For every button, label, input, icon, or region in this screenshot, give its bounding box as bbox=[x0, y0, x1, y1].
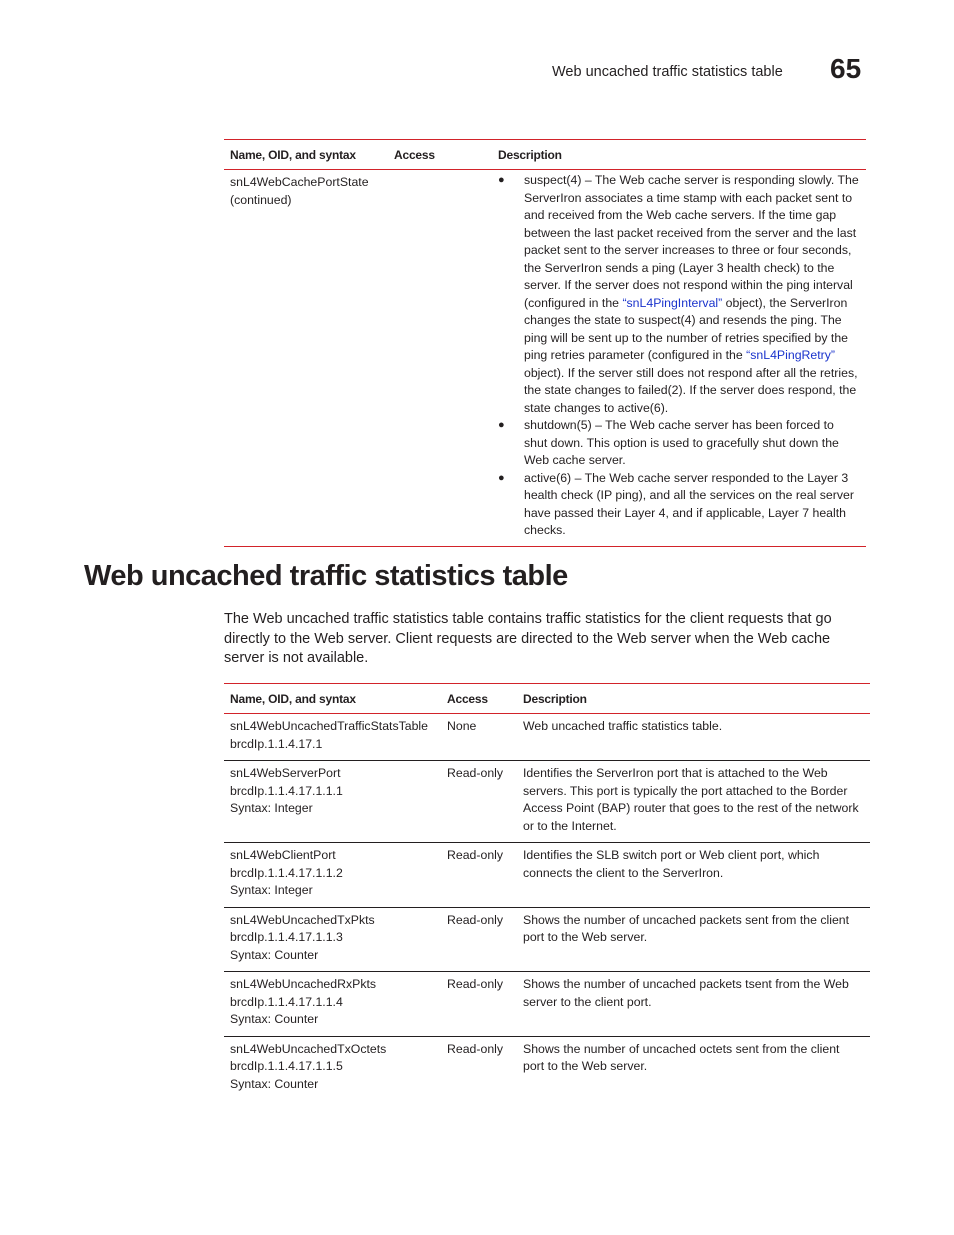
column-header-description: Description bbox=[492, 140, 866, 170]
object-name: snL4WebClientPort bbox=[230, 848, 336, 862]
object-syntax: Syntax: Integer bbox=[230, 801, 313, 815]
object-oid: brcdIp.1.1.4.17.1.1.4 bbox=[230, 994, 343, 1009]
ping-retry-link[interactable]: “snL4PingRetry” bbox=[746, 348, 836, 362]
object-oid: brcdIp.1.1.4.17.1.1.3 bbox=[230, 930, 343, 944]
object-name: snL4WebUncachedTrafficStatsTable bbox=[230, 719, 428, 733]
running-title: Web uncached traffic statistics table bbox=[552, 64, 783, 80]
table-row bbox=[224, 907, 870, 972]
name-cell bbox=[224, 972, 441, 1037]
table-row bbox=[224, 972, 870, 1037]
column-header-access: Access bbox=[441, 684, 517, 714]
object-name: snL4WebServerPort bbox=[230, 766, 341, 780]
bullet-text: object). If the server still does not respond after all the retries, the state changes to failed(2). If the server does respond, the state changes to active(6). bbox=[524, 365, 858, 415]
bullet-text: shutdown(5) – The Web cache server has been forced to shut down. This option is used to gracefully shut down the Web cache server. bbox=[524, 418, 839, 467]
object-oid: brcdIp.1.1.4.17.1.1.1 bbox=[230, 783, 343, 798]
name-cell bbox=[224, 714, 441, 761]
object-name: snL4WebUncachedTxPkts bbox=[230, 912, 375, 927]
uncached-stats-table bbox=[224, 683, 870, 1100]
description-cell: Identifies the SLB switch port or Web client port, which connects the client to the ServerIron. bbox=[517, 843, 870, 908]
table-row bbox=[224, 170, 866, 547]
access-cell: Read-only bbox=[441, 972, 517, 1037]
column-header-description: Description bbox=[517, 684, 870, 714]
access-cell: Read-only bbox=[441, 907, 517, 972]
object-name: snL4WebUncachedTxOctets bbox=[230, 1041, 387, 1056]
object-oid: brcdIp.1.1.4.17.1.1.5 bbox=[230, 1059, 343, 1073]
column-header-name: Name, OID, and syntax bbox=[224, 684, 441, 714]
state-continued-table bbox=[224, 139, 866, 547]
object-syntax: Syntax: Counter bbox=[230, 1076, 319, 1091]
chapter-number: 65 bbox=[830, 53, 862, 84]
name-cell bbox=[224, 1036, 441, 1100]
bullet-icon: ● bbox=[498, 471, 505, 484]
description-cell: Shows the number of uncached octets sent from the client port to the Web server. bbox=[523, 1041, 840, 1073]
access-cell bbox=[388, 170, 492, 547]
list-item bbox=[498, 172, 860, 417]
object-syntax: Syntax: Counter bbox=[230, 1012, 319, 1026]
section-heading: Web uncached traffic statistics table bbox=[84, 560, 568, 592]
table-row bbox=[224, 714, 870, 761]
access-cell: None bbox=[441, 714, 517, 761]
bullet-text: suspect(4) – The Web cache server is responding slowly. The ServerIron associates a time stamp with each packet sent to and received from the Web cache servers. If the time gap between the last packet received from the server and the last packet sent to the server increases to three or four seconds, the ServerIron sends a ping (Layer 3 health check) to the server. If the server does not respond within the ping interval (configured in the bbox=[524, 173, 859, 310]
access-cell: Read-only bbox=[441, 761, 517, 843]
object-syntax: Syntax: Counter bbox=[230, 947, 319, 962]
description-cell: Web uncached traffic statistics table. bbox=[517, 714, 870, 761]
column-header-name: Name, OID, and syntax bbox=[224, 140, 388, 170]
description-cell: Identifies the ServerIron port that is attached to the Web servers. This port is typically the port attached to the Border Access Point (BAP) router that goes to the rest of the network or to the Internet. bbox=[517, 761, 870, 843]
column-header-access: Access bbox=[388, 140, 492, 170]
state-list bbox=[498, 172, 860, 540]
table-row bbox=[224, 843, 870, 908]
list-item bbox=[498, 470, 860, 540]
bullet-text: object), the ServerIron changes the state to suspect(4) and resends the ping. The ping will be sent up to the number of retries specified by the ping retries parameter (configured in the bbox=[524, 295, 849, 362]
description-cell bbox=[492, 170, 866, 547]
description-cell: Shows the number of uncached packets tsent from the Web server to the client port. bbox=[517, 972, 870, 1037]
access-cell: Read-only bbox=[441, 843, 517, 908]
object-name: snL4WebUncachedRxPkts bbox=[230, 977, 377, 991]
ping-interval-link[interactable]: “snL4PingInterval” bbox=[622, 295, 723, 310]
object-oid: brcdIp.1.1.4.17.1 bbox=[230, 736, 323, 751]
list-item bbox=[498, 417, 860, 470]
name-cell bbox=[224, 843, 441, 908]
name-cell bbox=[224, 907, 441, 972]
object-name: snL4WebCachePortState bbox=[230, 175, 369, 189]
bullet-icon: ● bbox=[498, 419, 505, 431]
description-cell: Shows the number of uncached packets sent from the client port to the Web server. bbox=[517, 907, 870, 972]
access-cell: Read-only bbox=[447, 1041, 504, 1056]
intro-paragraph: The Web uncached traffic statistics table contains traffic statistics for the client requests that go directly to the Web server. Client requests are directed to the Web server when the Web cache server is not available. bbox=[224, 611, 832, 666]
table-row bbox=[224, 1036, 870, 1100]
name-cell bbox=[224, 170, 388, 547]
bullet-icon: ● bbox=[498, 174, 505, 186]
name-cell bbox=[224, 761, 441, 843]
table-row bbox=[224, 761, 870, 843]
object-syntax: Syntax: Integer bbox=[230, 883, 313, 897]
object-oid: brcdIp.1.1.4.17.1.1.2 bbox=[230, 865, 343, 880]
continued-note: (continued) bbox=[230, 192, 292, 207]
bullet-text: active(6) – The Web cache server responded to the Layer 3 health check (IP ping), and all the services on the real server have passed their Layer 4, and if applicable, Layer 7 health checks. bbox=[524, 470, 854, 537]
